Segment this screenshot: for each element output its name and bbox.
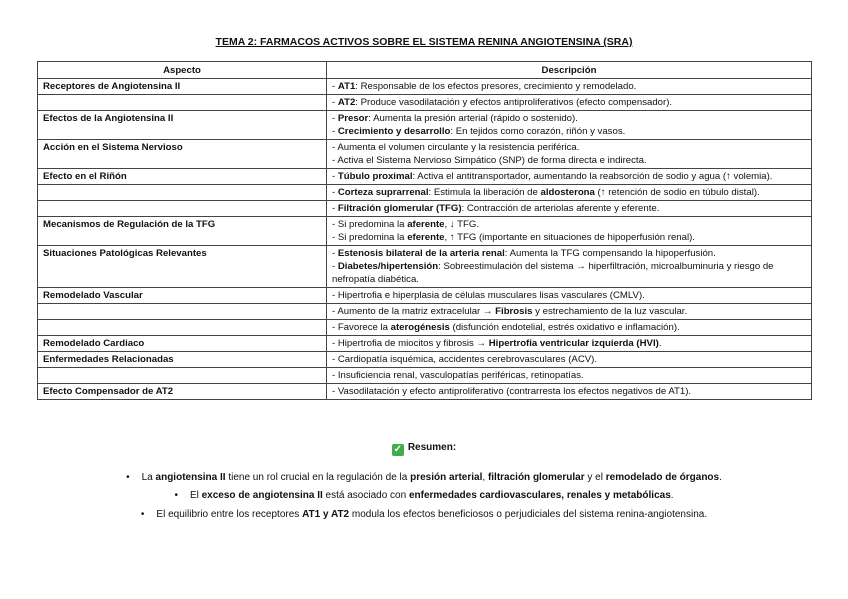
table-row xyxy=(38,336,812,352)
table-row xyxy=(38,79,812,95)
description-cell xyxy=(327,368,812,384)
table-row xyxy=(38,140,812,169)
description-cell xyxy=(327,336,812,352)
description-line: - Si predomina la aferente, ↓ TFG. xyxy=(332,219,479,230)
table-row xyxy=(38,201,812,217)
description-line: - Aumenta el volumen circulante y la resistencia periférica. xyxy=(332,142,580,153)
table-row xyxy=(38,352,812,368)
aspect-cell xyxy=(38,95,327,111)
aspect-cell: Situaciones Patológicas Relevantes xyxy=(38,246,327,288)
aspect-cell: Remodelado Cardiaco xyxy=(38,336,327,352)
description-cell xyxy=(327,288,812,304)
table-row xyxy=(38,169,812,185)
description-line: - Hipertrofia de miocitos y fibrosis → Hipertrofia ventricular izquierda (HVI). xyxy=(332,338,662,349)
description-cell xyxy=(327,217,812,246)
bullet-text: La angiotensina II tiene un rol crucial en la regulación de la presión arterial, filtración glomerular y el remodelado de órganos. xyxy=(141,472,722,483)
table-row xyxy=(38,185,812,201)
description-line: - Insuficiencia renal, vasculopatías periféricas, retinopatías. xyxy=(332,370,584,381)
aspect-cell xyxy=(38,368,327,384)
summary-bullet xyxy=(0,509,848,520)
aspect-cell xyxy=(38,185,327,201)
aspect-cell: Acción en el Sistema Nervioso xyxy=(38,140,327,169)
description-cell xyxy=(327,169,812,185)
bullet-dot-icon: • xyxy=(140,509,145,520)
aspect-cell: Efecto en el Riñón xyxy=(38,169,327,185)
summary-bullet xyxy=(0,490,848,501)
description-cell xyxy=(327,79,812,95)
description-line: - Activa el Sistema Nervioso Simpático (SNP) de forma directa e indirecta. xyxy=(332,155,647,166)
description-line: - Corteza suprarrenal: Estimula la liberación de aldosterona (↑ retención de sodio en túbulo distal). xyxy=(332,187,760,198)
sra-table xyxy=(37,61,812,400)
header-descripcion: Descripción xyxy=(327,62,812,79)
table-row xyxy=(38,320,812,336)
table-row xyxy=(38,384,812,400)
description-line: - Presor: Aumenta la presión arterial (rápido o sostenido). xyxy=(332,113,578,124)
table-header-row xyxy=(38,62,812,79)
description-line: - Filtración glomerular (TFG): Contracción de arteriolas aferente y eferente. xyxy=(332,203,660,214)
description-line: - Aumento de la matriz extracelular → Fibrosis y estrechamiento de la luz vascular. xyxy=(332,306,688,317)
aspect-cell: Efectos de la Angiotensina II xyxy=(38,111,327,140)
description-line: - Vasodilatación y efecto antiproliferativo (contrarresta los efectos negativos de AT1). xyxy=(332,386,692,397)
description-line: - Hipertrofia e hiperplasia de células musculares lisas vasculares (CMLV). xyxy=(332,290,645,301)
description-line: - AT2: Produce vasodilatación y efectos antiproliferativos (efecto compensador). xyxy=(332,97,673,108)
description-cell xyxy=(327,384,812,400)
aspect-cell xyxy=(38,201,327,217)
description-cell xyxy=(327,320,812,336)
aspect-cell: Enfermedades Relacionadas xyxy=(38,352,327,368)
table-row xyxy=(38,111,812,140)
bullet-dot-icon: • xyxy=(126,472,130,483)
table-row xyxy=(38,95,812,111)
document-title: TEMA 2: FARMACOS ACTIVOS SOBRE EL SISTEMA RENINA ANGIOTENSINA (SRA) xyxy=(215,36,633,48)
table-row xyxy=(38,217,812,246)
description-cell xyxy=(327,95,812,111)
aspect-cell: Receptores de Angiotensina II xyxy=(38,79,327,95)
bullet-dot-icon: • xyxy=(174,490,178,501)
aspect-cell xyxy=(38,320,327,336)
description-line: - Crecimiento y desarrollo: En tejidos como corazón, riñón y vasos. xyxy=(332,126,626,137)
description-cell xyxy=(327,304,812,320)
description-cell xyxy=(327,352,812,368)
summary-heading xyxy=(0,442,848,456)
description-cell xyxy=(327,201,812,217)
description-cell xyxy=(327,246,812,288)
aspect-cell: Mecanismos de Regulación de la TFG xyxy=(38,217,327,246)
aspect-cell: Remodelado Vascular xyxy=(38,288,327,304)
description-cell xyxy=(327,185,812,201)
table-body xyxy=(38,79,812,400)
description-line: - Si predomina la eferente, ↑ TFG (importante en situaciones de hipoperfusión renal). xyxy=(332,232,695,243)
table-row xyxy=(38,304,812,320)
check-mark-icon: ✓ xyxy=(393,444,402,455)
description-line: - Túbulo proximal: Activa el antitransportador, aumentando la reabsorción de sodio y agua (↑ volemia). xyxy=(332,171,773,182)
description-line: - Cardiopatía isquémica, accidentes cerebrovasculares (ACV). xyxy=(332,354,598,365)
description-cell xyxy=(327,111,812,140)
description-line: - AT1: Responsable de los efectos presores, crecimiento y remodelado. xyxy=(332,81,637,92)
description-line: - Diabetes/hipertensión: Sobreestimulación del sistema → hiperfiltración, microalbuminuria y riesgo de nefropatía diabética. xyxy=(332,261,774,285)
bullet-text: El equilibrio entre los receptores AT1 y AT2 modula los efectos beneficiosos o perjudiciales del sistema renina-angiotensina. xyxy=(156,509,708,520)
table-row xyxy=(38,246,812,288)
summary-heading-label: Resumen: xyxy=(407,442,457,453)
summary-bullet xyxy=(0,472,848,483)
description-line: - Estenosis bilateral de la arteria renal: Aumenta la TFG compensando la hipoperfusión. xyxy=(332,248,716,259)
aspect-cell xyxy=(38,304,327,320)
table-row xyxy=(38,368,812,384)
header-aspecto: Aspecto xyxy=(38,62,327,79)
aspect-cell: Efecto Compensador de AT2 xyxy=(38,384,327,400)
bullet-text: El exceso de angiotensina II está asociado con enfermedades cardiovasculares, renales y metabólicas. xyxy=(189,490,674,501)
table-row xyxy=(38,288,812,304)
description-cell xyxy=(327,140,812,169)
description-line: - Favorece la aterogénesis (disfunción endotelial, estrés oxidativo e inflamación). xyxy=(332,322,680,333)
